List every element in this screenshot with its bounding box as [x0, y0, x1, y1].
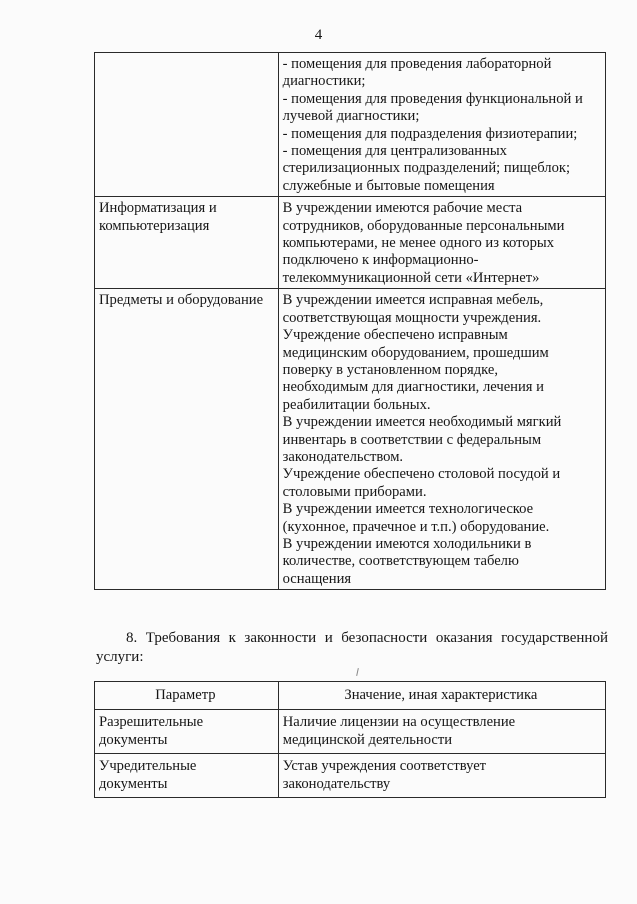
- param-cell: [95, 710, 279, 754]
- requirements-table: [94, 52, 606, 590]
- value-line: Учреждение обеспечено столовой посудой и: [282, 466, 561, 483]
- value-line: компьютерами, не менее одного из которых: [282, 235, 554, 252]
- value-line: медицинской деятельности: [282, 731, 453, 748]
- value-line: В учреждении имеется технологическое: [282, 501, 534, 518]
- legality-table: [94, 681, 606, 798]
- value-line: В учреждении имеются холодильники в: [282, 535, 532, 552]
- table-row: [95, 197, 606, 289]
- table-row: [95, 53, 606, 197]
- value-cell: [278, 710, 605, 754]
- value-line: поверку в установленном порядке,: [282, 361, 498, 378]
- value-line: необходимым для диагностики, лечения и: [282, 379, 544, 396]
- value-line: - помещения для проведения функциональной и: [282, 90, 583, 107]
- value-line: телекоммуникационной сети «Интернет»: [282, 269, 540, 286]
- param-line: документы: [99, 731, 168, 748]
- section-heading: 8. Требования к законности и безопасности оказания государственной услуги:: [96, 630, 608, 665]
- param-cell: Предметы и оборудование: [95, 289, 279, 590]
- header-param: Параметр: [95, 682, 279, 710]
- param-line: документы: [99, 775, 168, 792]
- value-line: (кухонное, прачечное и т.п.) оборудование.: [282, 518, 550, 535]
- page-number: 4: [314, 27, 323, 43]
- param-cell: [95, 754, 279, 798]
- table-row: [95, 289, 606, 590]
- header-value: Значение, иная характеристика: [278, 682, 605, 710]
- table-row: [95, 710, 606, 754]
- value-line: стерилизационных подразделений; пищеблок;: [282, 160, 571, 177]
- value-line: Наличие лицензии на осуществление: [282, 714, 516, 731]
- value-line: законодательству: [282, 775, 391, 792]
- value-cell: [278, 754, 605, 798]
- value-line: - помещения для централизованных: [282, 143, 507, 160]
- value-line: В учреждении имеется необходимый мягкий: [282, 414, 562, 431]
- value-cell: [278, 197, 605, 289]
- value-line: соответствующая мощности учреждения.: [282, 309, 542, 326]
- value-line: служебные и бытовые помещения: [282, 177, 495, 194]
- value-line: инвентарь в соответствии с федеральным: [282, 431, 542, 448]
- value-line: законодательством.: [282, 448, 404, 465]
- param-cell: [95, 53, 279, 197]
- param-line: Разрешительные: [99, 714, 204, 731]
- scan-mark: [356, 668, 359, 676]
- value-line: подключено к информационно-: [282, 252, 479, 269]
- value-line: В учреждении имеются рабочие места: [282, 200, 523, 217]
- table-header-row: [95, 682, 606, 710]
- value-line: столовыми приборами.: [282, 483, 427, 500]
- value-line: - помещения для проведения лабораторной: [282, 56, 552, 72]
- value-line: количестве, соответствующем табелю: [282, 553, 519, 570]
- value-line: - помещения для подразделения физиотерапии;: [282, 125, 578, 142]
- param-cell: Информатизация и компьютеризация: [95, 197, 279, 289]
- value-line: Устав учреждения соответствует: [282, 758, 487, 775]
- value-line: реабилитации больных.: [282, 396, 431, 413]
- value-line: медицинским оборудованием, прошедшим: [282, 344, 549, 361]
- table-row: [95, 754, 606, 798]
- value-cell: [278, 53, 605, 197]
- value-line: сотрудников, оборудованные персональными: [282, 217, 565, 234]
- value-line: Учреждение обеспечено исправным: [282, 327, 508, 344]
- param-line: Учредительные: [99, 758, 197, 775]
- value-line: оснащения: [282, 570, 352, 587]
- value-cell: [278, 289, 605, 590]
- value-line: лучевой диагностики;: [282, 108, 420, 125]
- value-line: В учреждении имеется исправная мебель,: [282, 292, 544, 309]
- value-line: диагностики;: [282, 73, 366, 90]
